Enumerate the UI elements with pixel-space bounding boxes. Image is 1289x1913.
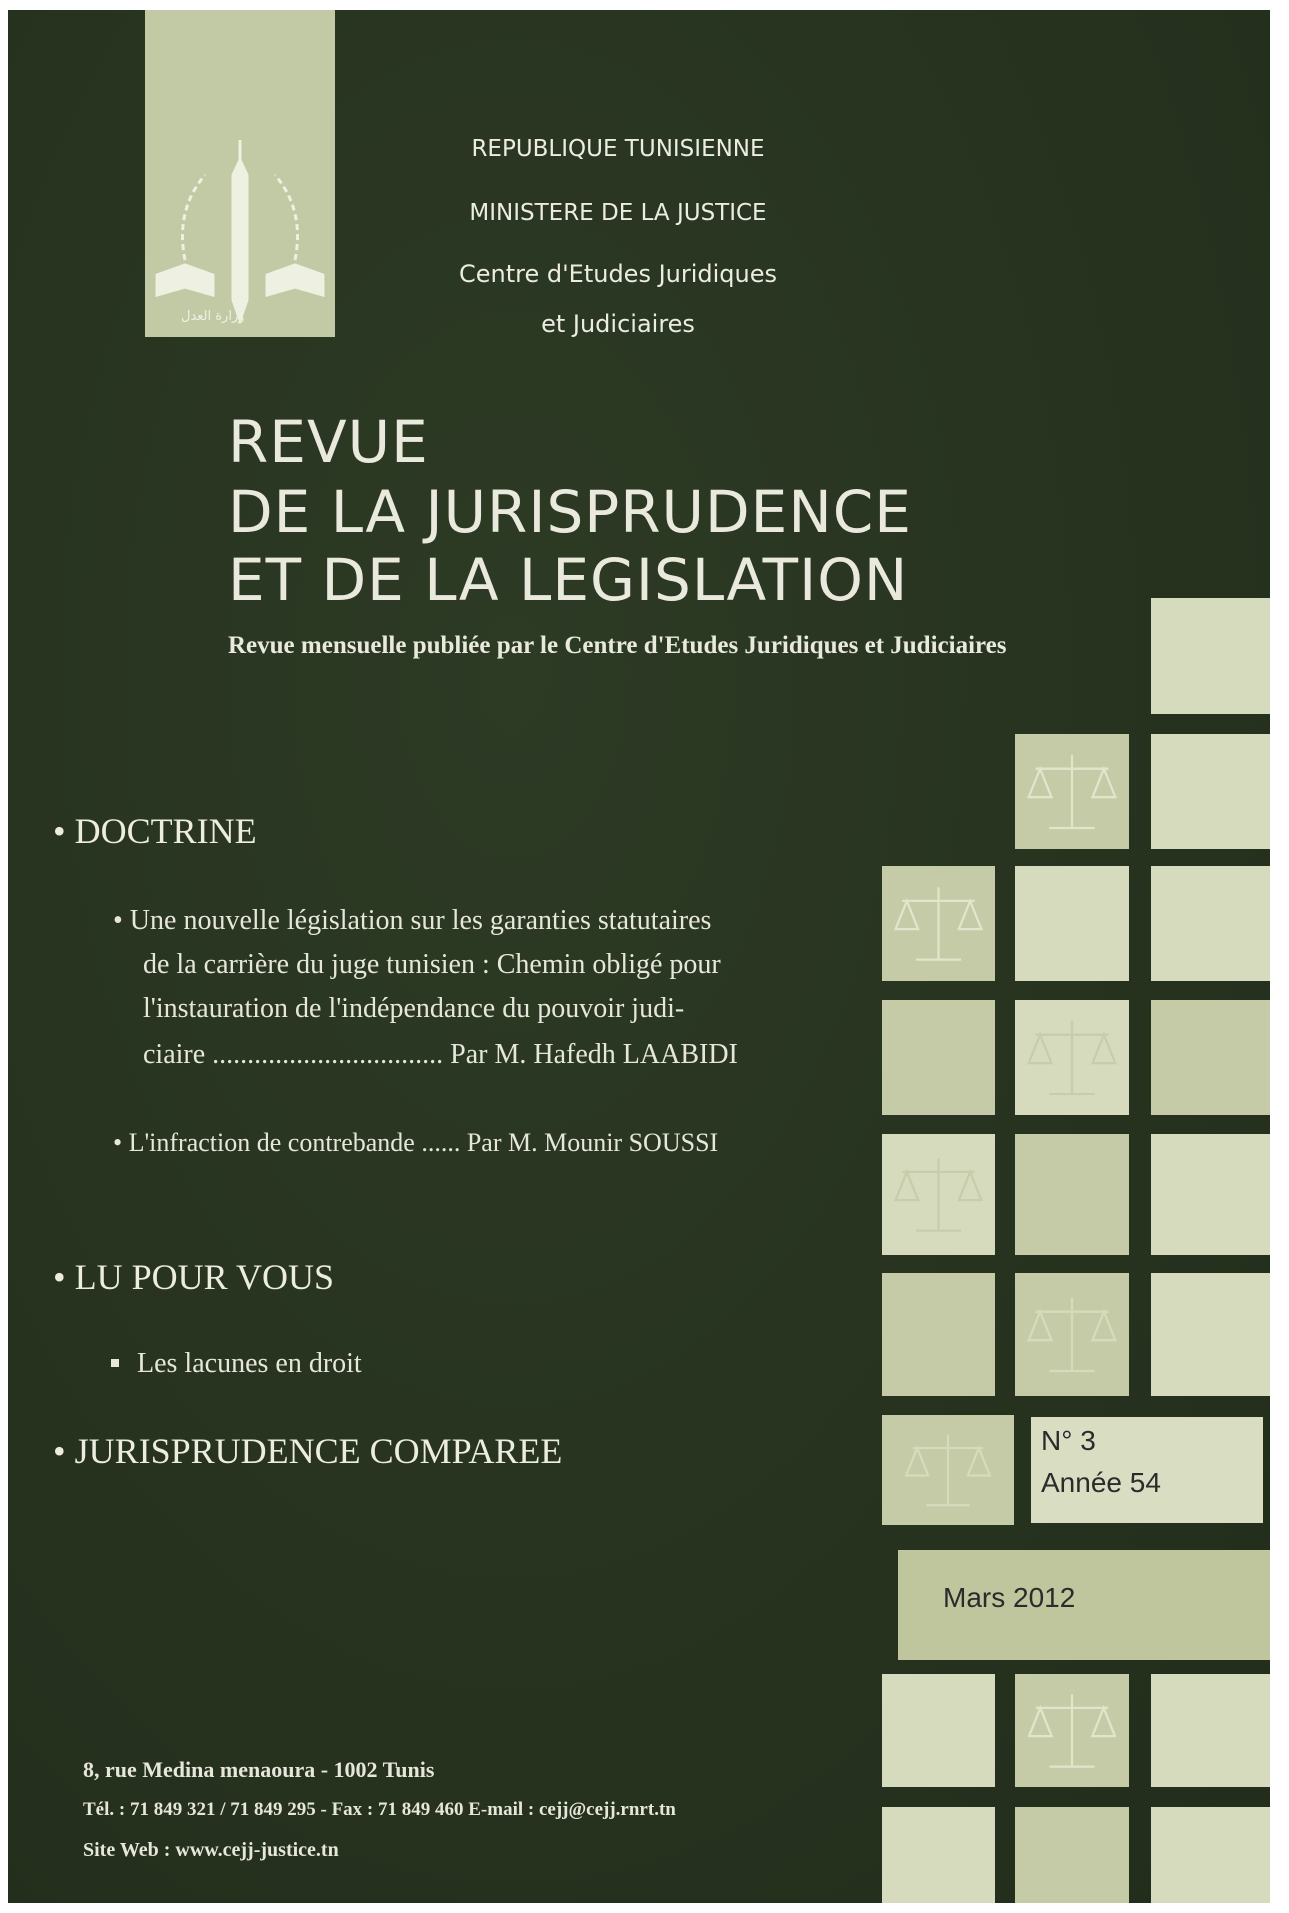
decor-tile bbox=[1151, 1807, 1270, 1903]
decor-tile bbox=[882, 1415, 1014, 1525]
ministry-label: MINISTERE DE LA JUSTICE bbox=[469, 200, 767, 226]
decor-tile bbox=[1015, 1674, 1129, 1787]
article1-line4: ciaire ................................. Par M. Hafedh LAABIDI bbox=[143, 1039, 738, 1070]
section-lu-pour-vous-heading: • LU POUR VOUS bbox=[53, 1257, 334, 1297]
pen-and-books-emblem-icon bbox=[145, 10, 335, 337]
decor-tile bbox=[1151, 866, 1270, 981]
section-jurisprudence-comparee-heading: • JURISPRUDENCE COMPAREE bbox=[53, 1431, 563, 1471]
decor-tile bbox=[1151, 1273, 1270, 1396]
article1-line3: l'instauration de l'indépendance du pouvoir judi- bbox=[143, 993, 685, 1024]
issue-number: N° 3 bbox=[1041, 1425, 1096, 1456]
decor-tile bbox=[1151, 1674, 1270, 1787]
decor-tile bbox=[1151, 1134, 1270, 1255]
decor-tile bbox=[882, 1273, 995, 1396]
decor-tile bbox=[1015, 866, 1129, 981]
title-line3: ET DE LA LEGISLATION bbox=[228, 546, 909, 614]
square-bullet-icon bbox=[111, 1359, 119, 1367]
decor-tile bbox=[1015, 1134, 1129, 1255]
article1-line1: • Une nouvelle législation sur les garanties statutaires bbox=[113, 905, 712, 936]
decor-tile bbox=[882, 1000, 995, 1115]
footer-website: Site Web : www.cejj-justice.tn bbox=[83, 1839, 339, 1861]
decor-tile bbox=[882, 1134, 995, 1255]
scales-of-justice-icon bbox=[882, 866, 995, 981]
logo-arabic-text: وزارة العدل bbox=[181, 309, 245, 324]
title-line2: DE LA JURISPRUDENCE bbox=[228, 478, 912, 546]
section-doctrine-heading: • DOCTRINE bbox=[53, 811, 257, 851]
article2: • L'infraction de contrebande ...... Par M. Mounir SOUSSI bbox=[113, 1128, 719, 1157]
title-line1: REVUE bbox=[228, 408, 429, 476]
scales-of-justice-icon bbox=[1015, 1674, 1129, 1787]
issue-date-bar bbox=[898, 1550, 1270, 1660]
decor-tile bbox=[1151, 598, 1270, 714]
centre-label-line1: Centre d'Etudes Juridiques bbox=[458, 260, 778, 288]
decor-tile bbox=[882, 866, 995, 981]
scales-of-justice-icon bbox=[1015, 734, 1129, 849]
ministry-logo-panel bbox=[145, 10, 335, 337]
scales-of-justice-icon bbox=[1015, 1000, 1129, 1115]
issue-date: Mars 2012 bbox=[943, 1582, 1076, 1613]
footer-contact: Tél. : 71 849 321 / 71 849 295 - Fax : 71 849 460 E-mail : cejj@cejj.rnrt.tn bbox=[83, 1799, 676, 1820]
republic-label: REPUBLIQUE TUNISIENNE bbox=[471, 136, 765, 162]
scales-of-justice-icon bbox=[1015, 1273, 1129, 1396]
footer-address: 8, rue Medina menaoura - 1002 Tunis bbox=[83, 1757, 435, 1782]
article1-line2: de la carrière du juge tunisien : Chemin obligé pour bbox=[143, 949, 721, 980]
scales-of-justice-icon bbox=[882, 1134, 995, 1255]
journal-cover bbox=[8, 10, 1270, 1903]
decor-tile bbox=[1015, 1273, 1129, 1396]
scales-of-justice-icon bbox=[882, 1415, 1014, 1525]
issue-info-box bbox=[1031, 1417, 1263, 1523]
subtitle: Revue mensuelle publiée par le Centre d'Etudes Juridiques et Judiciaires bbox=[228, 632, 1007, 659]
decor-tile bbox=[1015, 1807, 1129, 1903]
decor-tile bbox=[882, 1674, 995, 1787]
decor-tile bbox=[882, 1807, 995, 1903]
decor-tile bbox=[1151, 1000, 1270, 1115]
decor-tile bbox=[1151, 734, 1270, 849]
issue-year: Année 54 bbox=[1041, 1467, 1161, 1498]
centre-label-line2: et Judiciaires bbox=[541, 310, 695, 338]
decor-tile bbox=[1015, 734, 1129, 849]
lu-pour-vous-item1: Les lacunes en droit bbox=[111, 1348, 362, 1380]
decor-tile bbox=[1015, 1000, 1129, 1115]
